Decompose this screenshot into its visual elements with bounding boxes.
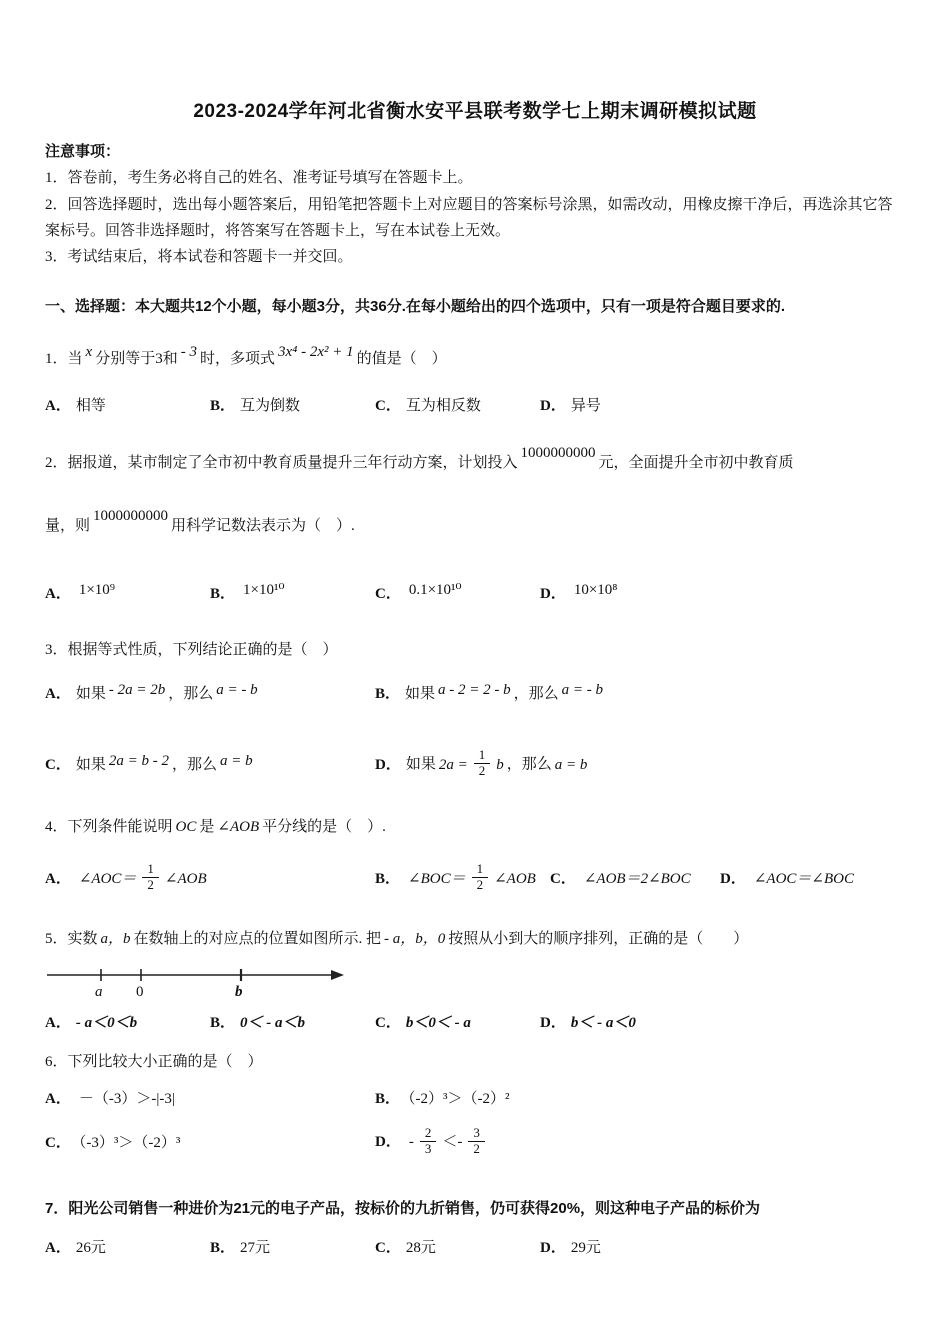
math-equation: ∠AOC＝∠BOC [753,871,854,888]
option-text: ，那么 [513,685,559,702]
option-label: B． [210,398,236,414]
math-equation: ∠AOB＝2∠BOC [583,871,691,888]
question-3-stem: 3．根据等式性质，下列结论正确的是（ ） [45,642,338,658]
option-label: A． [45,1239,71,1256]
option-label: C． [375,585,401,602]
option-text: ，那么 [506,756,552,773]
option-label: C． [375,1015,401,1032]
option-d [375,1124,905,1159]
math-equation: ∠AOB [494,870,536,887]
stem-text: 按照从小到大的顺序排列，正确的是（ ） [448,930,749,947]
stem-text: 是 [199,818,215,835]
option-label: C． [550,871,576,888]
option-label: A． [45,398,71,414]
option-label: A． [45,1091,71,1108]
option-text: 1×10⁹ [78,581,116,598]
fraction-denominator: 2 [147,877,154,893]
option-b [375,680,905,709]
option-label: D． [720,871,746,888]
math-number: 1000000000 [93,508,169,524]
question-6-stem: 6．下列比较大小正确的是（ ） [45,1053,263,1070]
math-equation: a = b [554,756,588,773]
math-equation: 2a = [438,756,468,773]
option-label: D． [375,756,401,773]
option-label: B． [210,1015,236,1032]
option-d [540,1009,905,1038]
math-equation: a = - b [561,681,604,698]
math-less-than: ＜- [442,1134,463,1151]
option-b [210,1234,375,1263]
math-equation: ∠AOB [164,870,207,887]
option-text: ，那么 [171,757,217,774]
option-d [375,747,905,781]
option-text: 相等 [75,398,106,414]
stem-text: 用科学记数法表示为（ ）. [171,518,355,534]
option-c [375,1234,540,1263]
fraction [472,862,489,893]
option-label: B． [210,1239,236,1256]
option-c [375,392,540,421]
fraction-numerator: 1 [142,862,159,878]
option-text: ，那么 [168,685,214,702]
math-list: - a，b，0 [384,930,446,947]
math-equation: a - 2 = 2 - b [438,681,511,698]
label-0: 0 [136,984,144,1001]
notice-item-2: 2．回答选择题时，选出每小题答案后，用铅笔把答题卡上对应题目的答案标号涂黑，如需改动，用橡皮擦干净后，再选涂其它答案标号。回答非选择题时，将答案写在答题卡上，写在本试卷上无效。 [45,196,893,239]
option-text: 互为相反数 [405,398,481,414]
option-b [210,1009,375,1038]
question-4-stem [45,815,905,841]
option-label: D． [540,1239,566,1256]
option-text: 1×10¹⁰ [243,581,285,598]
option-text: 如果 [75,685,106,702]
option-label: D． [375,1134,401,1151]
question-3-options-row-1 [45,680,905,709]
option-label: B． [210,585,236,602]
question-5 [45,927,905,1038]
fraction [420,1126,437,1157]
option-b [210,392,375,421]
math-variable-x: x [85,343,93,360]
option-d [540,580,905,609]
option-text: 29元 [570,1239,601,1256]
option-a [45,580,210,609]
label-b: b [235,984,243,1001]
stem-text: 量，则 [45,518,91,534]
option-label: A． [45,685,71,702]
notice-section [45,139,905,270]
math-number: 1000000000 [520,444,596,461]
stem-text: 元，全面提升全市初中教育质 [598,454,794,471]
fraction-denominator: 2 [476,877,484,893]
fraction-denominator: 2 [478,763,486,779]
question-7-options [45,1234,905,1263]
stem-text: 时，多项式 [199,350,275,367]
question-3-options-row-2 [45,747,905,781]
stem-text: 在数轴上的对应点的位置如图所示. 把 [133,930,382,947]
question-5-stem [45,927,905,953]
option-label: C． [375,1239,401,1256]
option-label: A． [45,870,71,887]
math-equation: a = b [220,753,253,770]
fraction [142,862,159,893]
math-equation: 2a = b - 2 [108,753,169,770]
question-6-options-row-2 [45,1124,905,1159]
question-6-options-row-1 [45,1085,905,1114]
stem-text: 5．实数 [45,930,98,947]
stem-text: 1．当 [45,350,83,367]
option-a [45,1234,210,1263]
option-d [540,1234,905,1263]
option-text: b＜ - a＜0 [570,1015,636,1032]
math-variables-ab: a，b [100,930,131,947]
stem-text: 的值是（ ） [356,350,447,367]
question-7 [45,1196,905,1262]
fraction [468,1126,485,1157]
option-b [210,580,375,609]
option-text: 异号 [570,398,601,414]
math-equation: b [496,756,504,773]
option-text: 10×10⁸ [573,581,618,598]
option-label: D． [540,398,566,414]
option-a [45,680,375,709]
question-1 [45,343,905,421]
math-neg-3: - 3 [180,343,197,360]
option-text: 如果 [405,756,436,773]
option-label: D． [540,585,566,602]
notice-item-1: 1．答卷前，考生务必将自己的姓名、准考证号填写在答题卡上。 [45,170,473,187]
question-2-stem-line-1 [45,444,905,477]
option-label: C． [45,757,71,774]
option-a [45,861,375,895]
fraction-numerator: 1 [472,862,489,878]
option-a [45,392,210,421]
option-d [720,865,905,894]
option-text: 26元 [75,1239,106,1256]
fraction-denominator: 2 [473,1140,480,1156]
question-6 [45,1050,905,1159]
arrowhead-icon [331,970,344,980]
stem-text: 分别等于3和 [95,350,178,367]
math-equation: a = - b [216,681,258,698]
math-equation: ∠AOC＝ [78,870,137,887]
option-text: 如果 [75,757,106,774]
label-a: a [95,984,103,1001]
option-label: B． [375,1091,401,1108]
exam-title: 2023-2024学年河北省衡水安平县联考数学七上期末调研模拟试题 [193,101,757,122]
option-b [375,861,550,895]
fraction [474,748,491,779]
stem-text: 2．据报道，某市制定了全市初中教育质量提升三年行动方案，计划投入 [45,454,518,471]
math-minus: - [408,1134,414,1151]
option-text: 如果 [405,685,436,702]
stem-text: 平分线的是（ ）. [262,818,386,835]
question-5-options [45,1009,905,1038]
fraction-denominator: 3 [424,1140,432,1156]
question-7-stem: 7．阳光公司销售一种进价为21元的电子产品，按标价的九折销售，仍可获得20%，则这种电子产品的标价为 [45,1200,761,1218]
fraction-numerator: 3 [468,1126,485,1142]
math-equation: - 2a = 2b [108,681,166,698]
option-text: 27元 [240,1239,271,1256]
option-text: 0＜ - a＜b [240,1015,306,1032]
option-text: b＜0＜ - a [405,1015,471,1032]
option-label: A． [45,1015,71,1032]
notice-item-3: 3．考试结束后，将本试卷和答题卡一并交回。 [45,249,353,265]
option-text: （-3）³＞（-2）³ [78,1134,181,1151]
math-angle-AOB: ∠AOB [217,818,260,835]
math-OC: OC [175,818,197,835]
section-1-header: 一、选择题：本大题共12个小题，每小题3分，共36分.在每小题给出的四个选项中，只有一项是符合题目要求的. [45,298,786,316]
option-text: 28元 [405,1239,436,1256]
option-label: B． [375,685,401,702]
question-3 [45,638,905,781]
option-c [45,751,375,780]
notice-header: 注意事项： [45,143,121,160]
question-1-options [45,392,905,421]
option-a [45,1085,375,1114]
question-4-options [45,861,905,895]
option-text: 互为倒数 [240,398,301,414]
question-4 [45,815,905,895]
option-label: B． [375,870,401,887]
option-label: C． [45,1134,71,1151]
fraction-numerator: 2 [420,1126,437,1142]
math-polynomial: 3x⁴ - 2x² + 1 [277,343,354,360]
option-label: D． [540,1015,566,1032]
question-2-stem-line-2 [45,508,905,540]
option-d [540,392,905,421]
option-c [375,580,540,609]
option-text: （-2）³＞（-2）² [408,1091,510,1108]
option-c [45,1129,375,1158]
option-c [375,1009,540,1038]
option-label: A． [45,585,71,602]
question-2-options [45,580,905,609]
option-label: C． [375,398,401,414]
question-2 [45,444,905,609]
fraction-numerator: 1 [474,748,491,764]
option-text: 0.1×10¹⁰ [408,581,462,598]
stem-text: 4．下列条件能说明 [45,818,173,835]
question-1-stem [45,343,905,373]
question-5-figure [45,962,905,1005]
option-text: －（-3）＞-|-3| [78,1091,175,1108]
option-text: - a＜0＜b [75,1015,138,1032]
math-equation: ∠BOC＝ [408,870,466,887]
option-c [550,865,720,894]
option-a [45,1009,210,1038]
number-line-figure [45,962,345,1000]
option-b [375,1085,905,1114]
